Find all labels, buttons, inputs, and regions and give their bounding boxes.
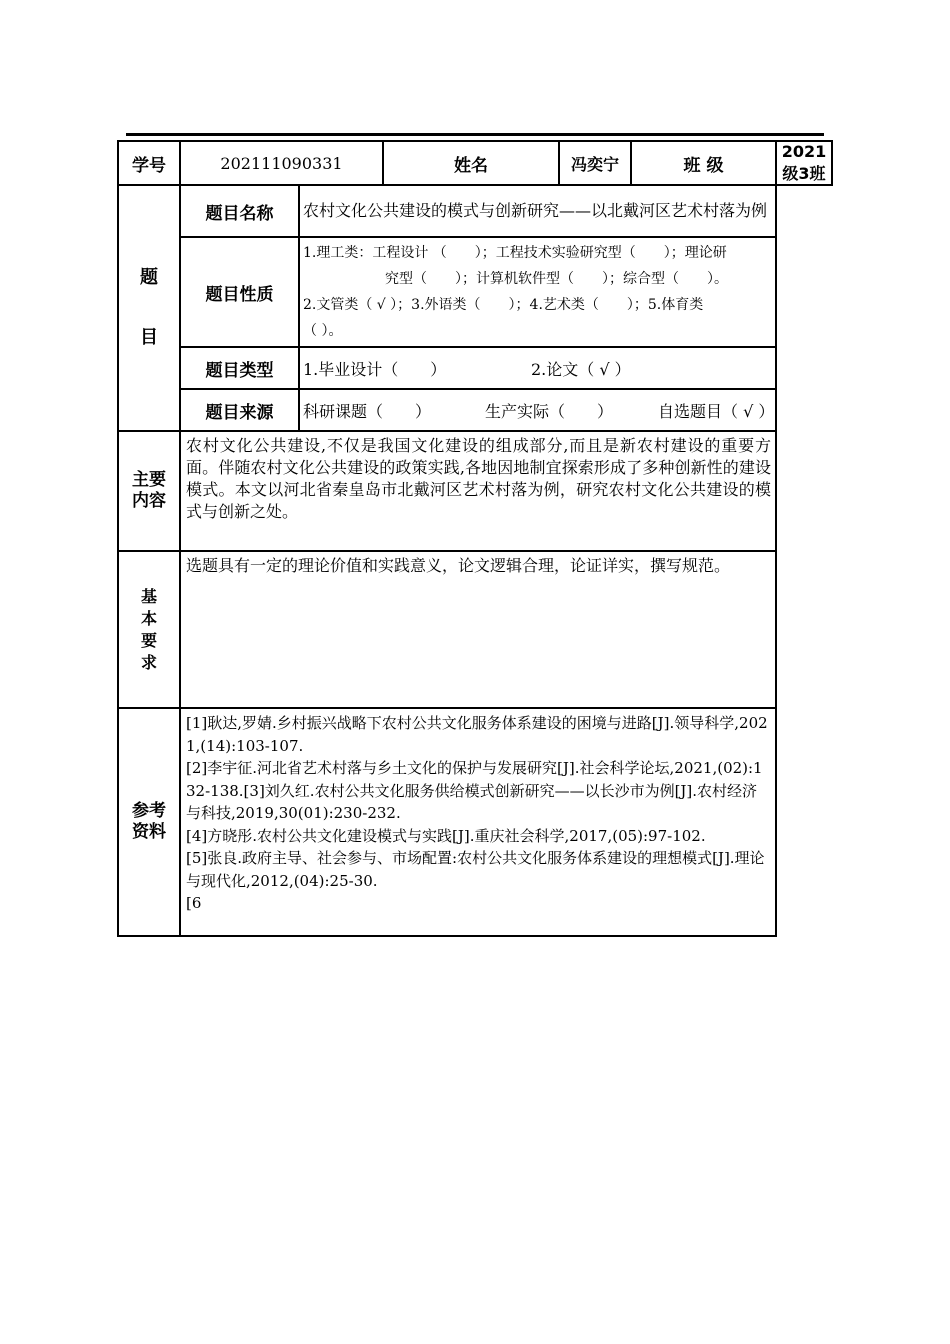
topic-type-row (118, 347, 832, 389)
class-label: 班 级 (631, 141, 776, 185)
name-label: 姓名 (383, 141, 559, 185)
requirements-label-char-1: 基 (140, 586, 157, 606)
main-content-text: 农村文化公共建设,不仅是我国文化建设的组成部分,而且是新农村建设的重要方面。伴随农村文化公共建设的政策实践,各地因地制宜探索形成了多种创新性的建设模式。本文以河北省秦皇岛市北戴河区艺术村落为例，研究农村文化公共建设的模式与创新之处。 (180, 431, 776, 551)
topic-nature-label: 题目性质 (180, 237, 299, 347)
topic-section-label (118, 185, 180, 431)
requirements-row (118, 551, 832, 708)
topic-source-label: 题目来源 (180, 389, 299, 431)
references-label (118, 708, 180, 936)
topic-label-char-2: 目 (140, 327, 158, 348)
topic-name-row (118, 185, 832, 237)
main-content-label-line-2: 内容 (132, 491, 166, 511)
reference-item: [6 (186, 894, 202, 912)
references-label-line-2: 资料 (132, 822, 166, 842)
type-option-thesis: 2.论文（ √ ） (531, 359, 631, 379)
student-id-label: 学号 (118, 141, 180, 185)
requirements-text: 选题具有一定的理论价值和实践意义，论文逻辑合理，论证详实，撰写规范。 (180, 551, 776, 708)
topic-label-char-1: 题 (140, 267, 158, 288)
requirements-label (118, 551, 180, 708)
main-content-label (118, 431, 180, 551)
topic-name-value: 农村文化公共建设的模式与创新研究——以北戴河区艺术村落为例 (299, 185, 776, 237)
thesis-topic-form (117, 140, 833, 937)
topic-source-options (299, 389, 776, 431)
name-value: 冯奕宁 (559, 141, 631, 185)
source-option-production: 生产实际（ ） (485, 401, 614, 421)
reference-item: [5]张良.政府主导、社会参与、市场配置:农村公共文化服务体系建设的理想模式[J].理论与现代化,2012,(04):25-30. (186, 849, 765, 890)
nature-line-1: 1.理工类：工程设计 （ ）；工程技术实验研究型（ ）；理论研 (303, 245, 727, 261)
reference-item: [1]耿达,罗婧.乡村振兴战略下农村公共文化服务体系建设的困境与进路[J].领导科学,2021,(14):103-107. (186, 714, 768, 755)
topic-type-options (299, 347, 776, 389)
requirements-label-char-3: 要 (140, 630, 157, 650)
main-content-row (118, 431, 832, 551)
source-option-self-selected: 自选题目（ √ ） (658, 401, 775, 421)
requirements-label-char-4: 求 (140, 652, 157, 672)
header-row (118, 141, 832, 185)
top-rule (126, 133, 824, 136)
class-value: 2021级3班 (776, 141, 832, 185)
nature-line-2: 究型（ ）；计算机软件型（ ）；综合型（ ）。 (385, 271, 728, 287)
nature-line-3: 2.文管类（ √ ）；3.外语类（ ）；4.艺术类（ ）；5.体育类 (303, 297, 704, 313)
topic-source-row (118, 389, 832, 431)
topic-type-label: 题目类型 (180, 347, 299, 389)
reference-item: [4]方晓彤.农村公共文化建设模式与实践[J].重庆社会科学,2017,(05):97-102. (186, 826, 706, 845)
reference-item: [2]李宇征.河北省艺术村落与乡土文化的保护与发展研究[J].社会科学论坛,2021,(02):132-138.[3]刘久红.农村公共文化服务供给模式创新研究——以长沙市为例[J].农村经济与科技,2019,30(01):230-232. (186, 759, 763, 822)
source-option-research: 科研课题（ ） (303, 401, 432, 421)
nature-line-4: （ ）。 (303, 323, 343, 339)
topic-name-label: 题目名称 (180, 185, 299, 237)
main-content-label-line-1: 主要 (132, 470, 166, 490)
references-label-line-1: 参考 (132, 801, 166, 821)
requirements-label-char-2: 本 (140, 608, 157, 628)
references-list (180, 708, 776, 936)
topic-nature-options (299, 237, 776, 347)
references-row (118, 708, 832, 936)
type-option-design: 1.毕业设计（ ） (303, 359, 447, 379)
topic-nature-row (118, 237, 832, 347)
student-id-value: 202111090331 (180, 141, 383, 185)
